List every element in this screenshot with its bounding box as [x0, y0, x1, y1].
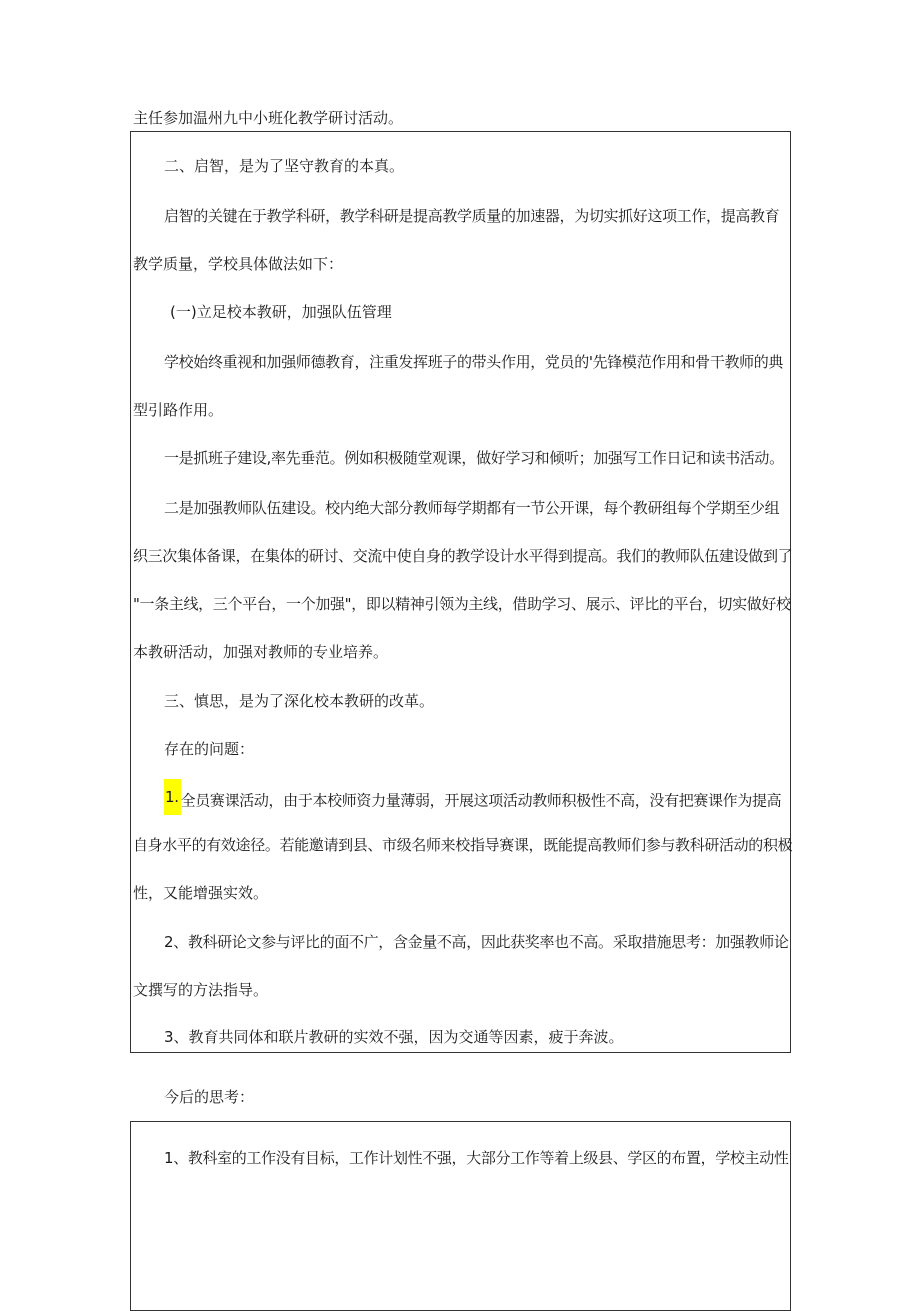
paragraph-line: 文撰写的方法指导。: [133, 981, 269, 999]
section-heading-2: 二、启智，是为了坚守教育的本真。: [164, 157, 405, 175]
paragraph-line: 1、教科室的工作没有目标，工作计划性不强，大部分工作等着上级县、学区的布置，学校主动性: [164, 1149, 789, 1167]
paragraph-line: 本教研活动，加强对教师的专业培养。: [133, 643, 389, 661]
paragraph-line: 型引路作用。: [133, 401, 224, 419]
top-line: 主任参加温州九中小班化教学研讨活动。: [133, 109, 404, 127]
paragraph-line: 一是抓班子建设,率先垂范。例如积极随堂观课，做好学习和倾听；加强写工作日记和读书活动。: [164, 449, 784, 467]
paragraph-line: 启智的关键在于教学科研，教学科研是提高教学质量的加速器，为切实抓好这项工作，提高教育: [164, 207, 780, 225]
issue-1-text: 全员赛课活动，由于本校师资力量薄弱，开展这项活动教师积极性不高，没有把赛课作为提高: [180, 791, 782, 810]
issue-1-line: [164, 787, 781, 815]
future-thoughts-label: 今后的思考：: [164, 1088, 255, 1106]
paragraph-line: 自身水平的有效途径。若能邀请到县、市级名师来校指导赛课，既能提高教师们参与教科研活动的积极: [133, 836, 793, 854]
section-heading-3: 三、慎思，是为了深化校本教研的改革。: [164, 692, 435, 710]
paragraph-line: 3、教育共同体和联片教研的实效不强，因为交通等因素，疲于奔波。: [164, 1028, 624, 1046]
paragraph-line: 织三次集体备课，在集体的研讨、交流中使自身的教学设计水平得到提高。我们的教师队伍建设做到了: [133, 547, 793, 565]
highlighted-number: 1.: [164, 779, 181, 815]
paragraph-line: "一条主线，三个平台，一个加强"，即以精神引领为主线，借助学习、展示、评比的平台，切实做好校: [133, 595, 791, 613]
paragraph-line: 二是加强教师队伍建设。校内绝大部分教师每学期都有一节公开课，每个教研组每个学期至少组: [164, 499, 780, 517]
paragraph-line: 性，又能增强实效。: [133, 884, 269, 902]
paragraph-line: 教学质量，学校具体做法如下：: [133, 255, 344, 273]
paragraph-line: 2、教科研论文参与评比的面不广，含金量不高，因此获奖率也不高。采取措施思考：加强教师论: [164, 933, 789, 951]
subheading: (一)立足校本教研，加强队伍管理: [170, 303, 392, 321]
paragraph-line: 学校始终重视和加强师德教育，注重发挥班子的带头作用，党员的'先锋模范作用和骨干教师的典: [164, 353, 784, 371]
issues-label: 存在的问题：: [164, 740, 255, 758]
